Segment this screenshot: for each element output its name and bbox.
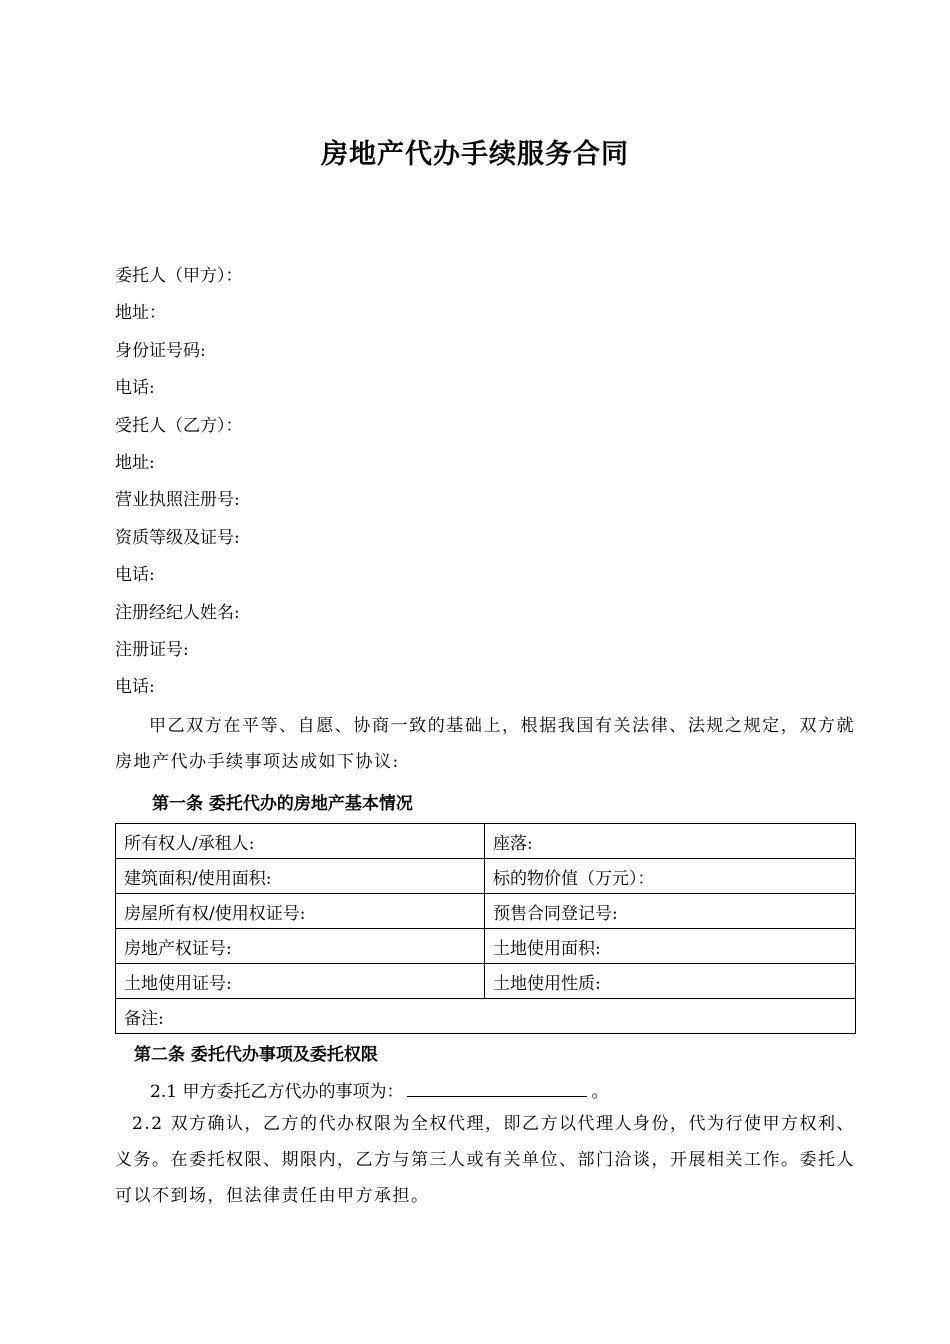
table-cell-location: 座落: (485, 824, 856, 859)
field-agent-address: 地址: (115, 452, 155, 473)
item-2-1 (150, 1077, 608, 1102)
table-row (116, 964, 856, 999)
table-cell-owner: 所有权人/承租人: (116, 824, 485, 859)
table-cell-property-certificate: 房地产权证号: (116, 929, 485, 964)
party-info-list (115, 262, 243, 711)
field-agent: 受托人（乙方）： (115, 415, 243, 436)
table-row (116, 999, 856, 1034)
field-client-address: 地址： (115, 303, 166, 324)
table-row (116, 859, 856, 894)
document-title: 房地产代办手续服务合同 (321, 139, 629, 170)
item-2-1-end: 。 (591, 1082, 609, 1102)
table-cell-ownership-certificate: 房屋所有权/使用权证号: (116, 894, 485, 929)
table-row (116, 824, 856, 859)
property-info-table (115, 823, 856, 1034)
table-row (116, 894, 856, 929)
table-cell-land-certificate: 土地使用证号: (116, 964, 485, 999)
field-client: 委托人（甲方）： (115, 266, 243, 286)
item-2-1-text: 2.1 甲方委托乙方代办的事项为： (150, 1082, 404, 1102)
table-cell-property-value: 标的物价值（万元）： (485, 859, 856, 894)
table-cell-land-use-type: 土地使用性质: (485, 964, 856, 999)
article-2-heading: 第二条 委托代办事项及委托权限 (134, 1045, 378, 1065)
field-registration-number: 注册证号: (115, 639, 189, 660)
field-client-id-number: 身份证号码: (115, 340, 206, 361)
field-broker-name: 注册经纪人姓名: (115, 602, 240, 623)
table-cell-presale-registration: 预售合同登记号: (485, 894, 856, 929)
field-client-phone: 电话: (115, 378, 155, 399)
field-qualification: 资质等级及证号: (115, 527, 240, 548)
item-2-2: 2.2 双方确认，乙方的代办权限为全权代理，即乙方以代理人身份，代为行使甲方权利、义务。在委托权限、期限内，乙方与第三人或有关单位、部门洽谈，开展相关工作。委托人可以不到场，但法律责任由甲方承担。 (115, 1114, 855, 1206)
article-1-heading: 第一条 委托代办的房地产基本情况 (152, 794, 413, 814)
table-row (116, 929, 856, 964)
blank-fill-line (407, 1078, 587, 1097)
table-cell-land-area: 土地使用面积: (485, 929, 856, 964)
intro-paragraph: 甲乙双方在平等、自愿、协商一致的基础上，根据我国有关法律、法规之规定，双方就房地产代办手续事项达成如下协议: (115, 716, 855, 772)
table-cell-floor-area: 建筑面积/使用面积: (116, 859, 485, 894)
field-broker-phone: 电话: (115, 677, 155, 698)
field-business-license: 营业执照注册号: (115, 490, 240, 511)
field-agent-phone: 电话: (115, 565, 155, 586)
table-cell-remark: 备注: (116, 999, 856, 1034)
